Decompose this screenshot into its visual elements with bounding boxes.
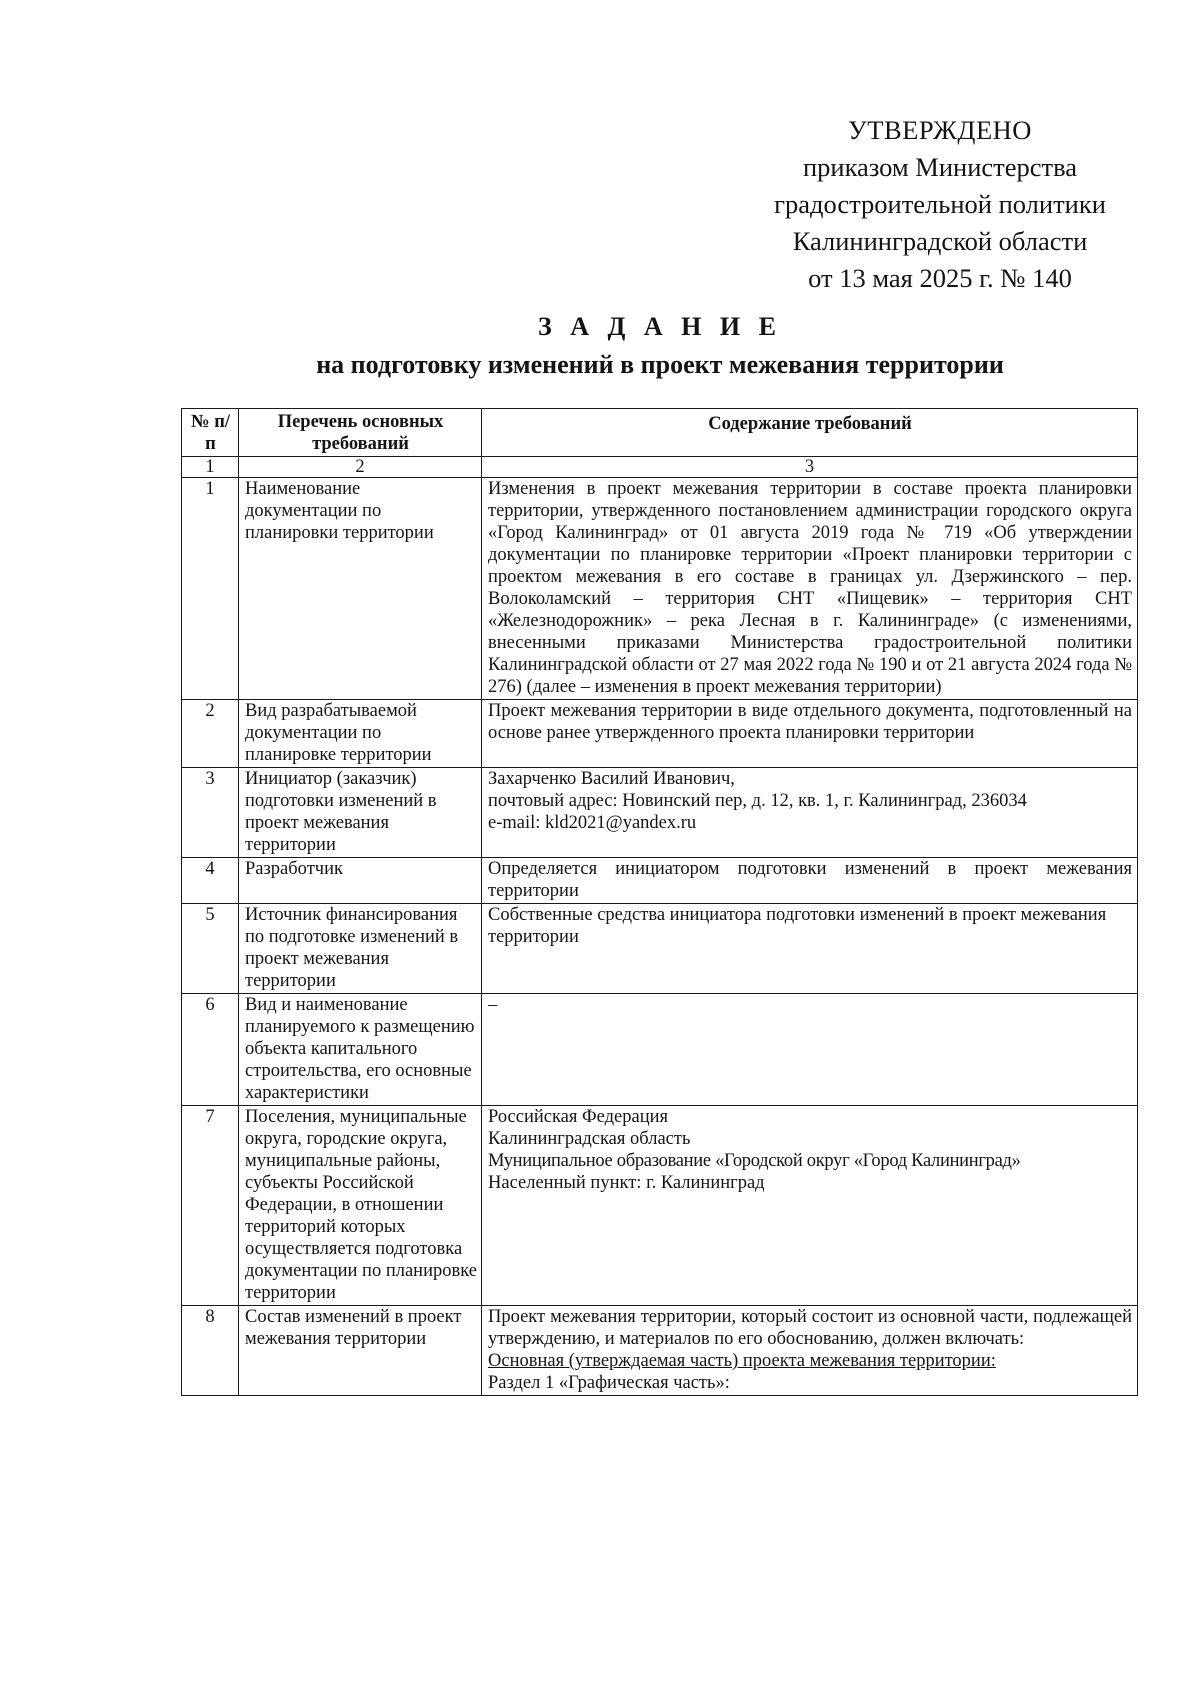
content-cell (482, 768, 1138, 858)
column-number: 3 (482, 457, 1138, 478)
table-row (182, 478, 1138, 700)
header-requirement: Перечень основных требований (239, 409, 482, 457)
document-title: З А Д А Н И Е (538, 312, 782, 341)
row-number: 2 (182, 700, 239, 768)
row-number: 8 (182, 1306, 239, 1396)
document-subtitle: на подготовку изменений в проект межевания территории (316, 350, 1004, 379)
row-number: 4 (182, 858, 239, 904)
requirement-cell: Вид разрабатываемой документации по планировке территории (239, 700, 482, 768)
content-text: Определяется инициатором подготовки изменений в проект межевания территории (488, 859, 1132, 901)
requirement-cell: Наименование документации по планировки территории (239, 478, 482, 700)
table-row (182, 1106, 1138, 1306)
requirement-cell: Поселения, муниципальные округа, городские округа, муниципальные районы, субъекты Российской Федерации, в отношении территорий которых осуществляется подготовка документации по планировке территории (239, 1106, 482, 1306)
header-content: Содержание требований (482, 409, 1138, 457)
requirement-cell: Состав изменений в проект межевания территории (239, 1306, 482, 1396)
table-row (182, 700, 1138, 768)
content-text: Раздел 1 «Графическая часть»: (488, 1373, 730, 1393)
row-number: 1 (182, 478, 239, 700)
column-number: 2 (239, 457, 482, 478)
table-row (182, 1306, 1138, 1396)
table-row (182, 994, 1138, 1106)
content-cell (482, 700, 1138, 768)
content-cell (482, 1106, 1138, 1306)
requirements-table (181, 408, 1138, 1396)
requirement-cell: Источник финансирования по подготовке изменений в проект межевания территории (239, 904, 482, 994)
table-row (182, 858, 1138, 904)
header-number: № п/п (182, 409, 239, 457)
row-number: 7 (182, 1106, 239, 1306)
content-cell (482, 904, 1138, 994)
content-text: Населенный пункт: г. Калининград (488, 1173, 765, 1193)
content-text: Российская Федерация (488, 1107, 669, 1127)
content-cell (482, 478, 1138, 700)
content-text: – (488, 995, 498, 1015)
approval-order-date: от 13 мая 2025 г. № 140 (808, 263, 1072, 293)
content-text: Проект межевания территории в виде отдельного документа, подготовленный на основе ранее утвержденного проекта планировки территории (488, 701, 1132, 743)
section-heading: Основная (утверждаемая часть) проекта межевания территории: (488, 1351, 996, 1371)
content-cell (482, 1306, 1138, 1396)
content-cell (482, 858, 1138, 904)
approval-line: градостроительной политики (774, 189, 1106, 219)
approval-line: Калининградской области (792, 226, 1088, 256)
email-address: e-mail: kld2021@yandex.ru (488, 813, 697, 833)
postal-address: почтовый адрес: Новинский пер, д. 12, кв. 1, г. Калининград, 236034 (488, 791, 1027, 811)
row-number: 3 (182, 768, 239, 858)
initiator-name: Захарченко Василий Иванович, (488, 769, 735, 789)
row-number: 6 (182, 994, 239, 1106)
table-row (182, 768, 1138, 858)
table-row (182, 904, 1138, 994)
table-header-row (182, 409, 1138, 457)
content-text: Изменения в проект межевания территории в составе проекта планировки территории, утвержденного постановлением администрации городского округа «Город Калининград» от 01 августа 2019 года № 719 «Об утверждении документации по планировке территории «Проект планировки территории с проектом межевания в его составе в границах ул. Дзержинского – пер. Волоколамский – территория СНТ «Пищевик» – территория СНТ «Железнодорожник» – река Лесная в г. Калининграде» (с изменениями, внесенными приказами Министерства градостроительной политики Калининградской области от 27 мая 2022 года № 190 и от 21 августа 2024 года № 276) (далее – изменения в проект межевания территории) (488, 479, 1132, 697)
content-text: Собственные средства инициатора подготовки изменений в проект межевания территории (488, 905, 1107, 947)
approval-line: приказом Министерства (802, 152, 1078, 182)
column-number: 1 (182, 457, 239, 478)
content-cell (482, 994, 1138, 1106)
approval-stamp (740, 112, 1140, 297)
requirement-cell: Вид и наименование планируемого к размещению объекта капитального строительства, его основные характеристики (239, 994, 482, 1106)
content-text: Калининградская область (488, 1129, 691, 1149)
approved-label: УТВЕРЖДЕНО (848, 115, 1032, 145)
column-numbers-row (182, 457, 1138, 478)
row-number: 5 (182, 904, 239, 994)
requirement-cell: Инициатор (заказчик) подготовки изменений в проект межевания территории (239, 768, 482, 858)
content-text: Проект межевания территории, который состоит из основной части, подлежащей утверждению, и материалов по его обоснованию, должен включать: (488, 1307, 1132, 1349)
requirement-cell: Разработчик (239, 858, 482, 904)
content-text: Муниципальное образование «Городской округ «Город Калининград» (488, 1151, 1021, 1171)
